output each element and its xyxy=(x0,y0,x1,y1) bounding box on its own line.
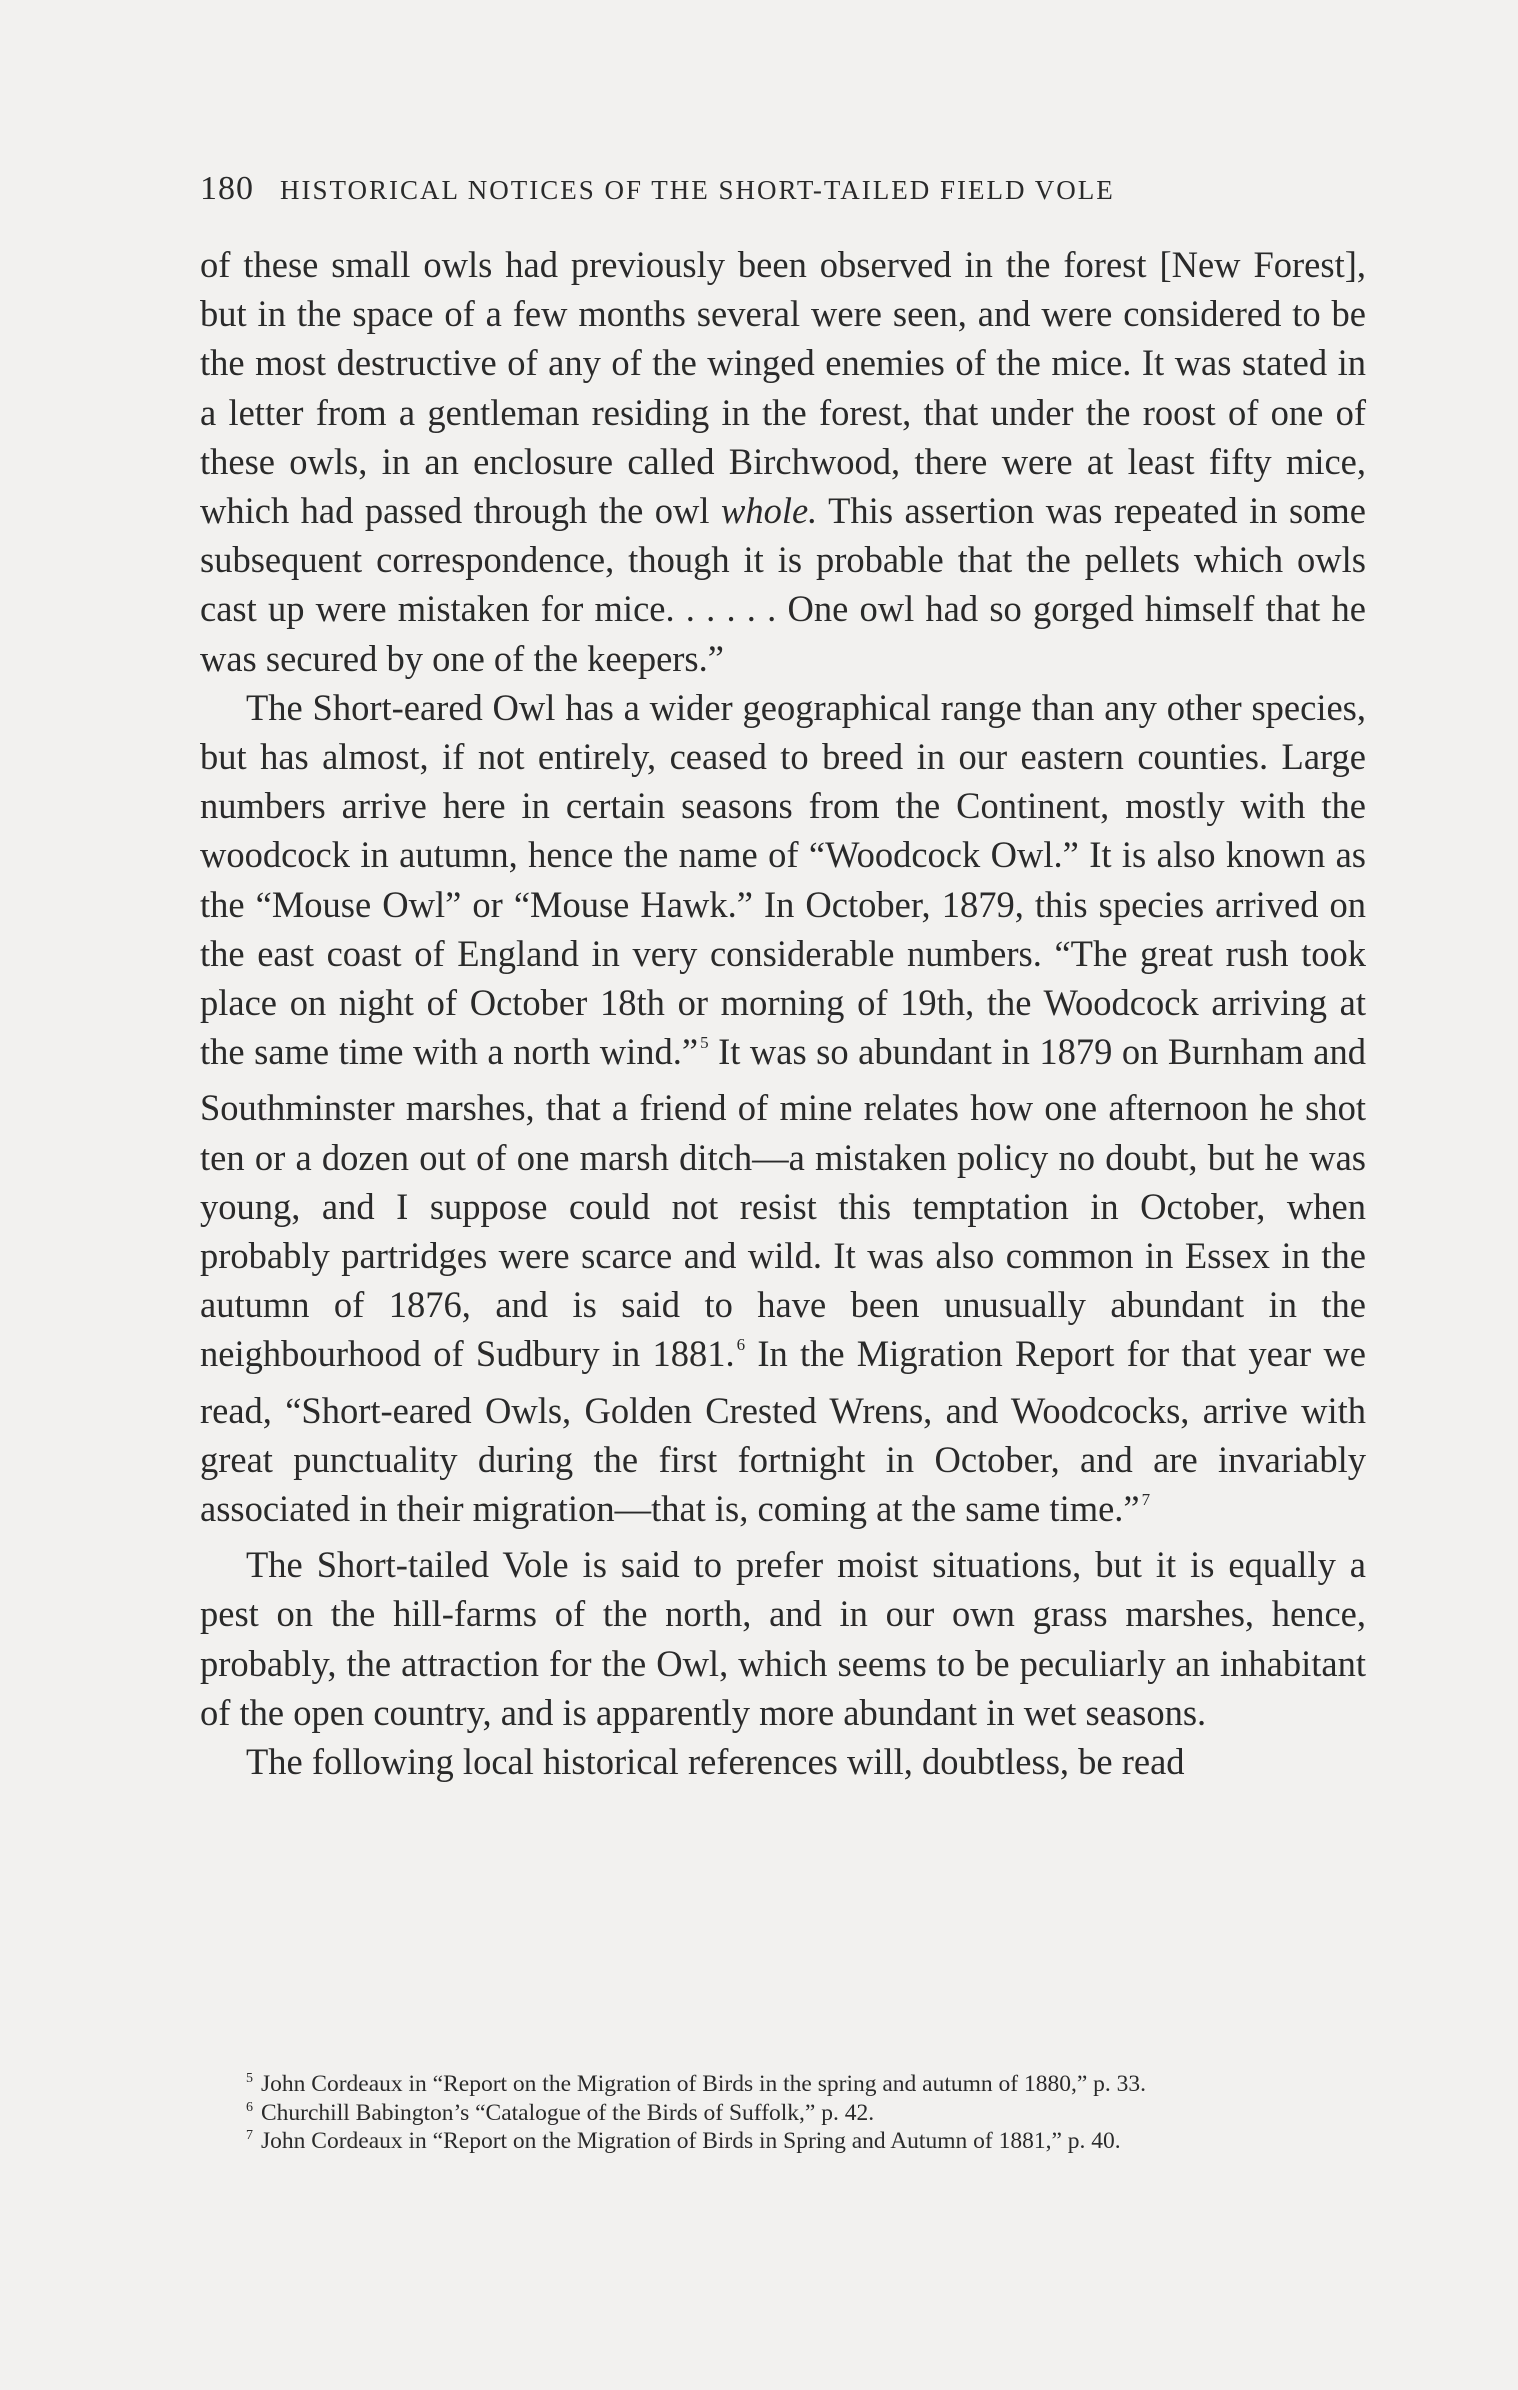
paragraph-3: The Short-tailed Vole is said to prefer moist situations, but it is equally a pest on the hill-farms of the north, and in our own grass marshes, hence, probably, the attraction for the Owl, which seems to be peculiarly an inhabitant of the open country, and is apparently more abundant in wet seasons. xyxy=(200,1544,1366,1733)
paragraph-2-text-a: The Short-eared Owl has a wider geographical range than any other species, but has almost, if not entirely, ceased to breed in our eastern counties. Large numbers arrive here in certain seasons from the Continent, mostly with the woodcock in autumn, hence the name of “Woodcock Owl.” It is also known as the “Mouse Owl” or “Mouse Hawk.” In October, 1879, this species arrived on the east coast of England in very considerable numbers. “The great rush took place on night of October 18th or morning of 19th, the Woodcock arriving at the same time with a north wind.” xyxy=(200,686,1366,1073)
footnote-6 xyxy=(200,2101,1366,2130)
footnotes xyxy=(200,2072,1366,2158)
footnote-ref-6: 6 xyxy=(736,1335,746,1355)
paragraph-2-text-c: In the Migration Report for that year we read, “Short-eared Owls, Golden Crested Wrens, and Woodcocks, arrive with great punctuality during the first fortnight in October, and are invariably associated in their migration—that is, coming at the same time.” xyxy=(200,1333,1366,1530)
paragraph-1-italic: whole. xyxy=(721,490,818,532)
footnote-ref-5: 5 xyxy=(700,1033,709,1053)
footnote-5 xyxy=(200,2072,1366,2101)
paragraph-1 xyxy=(200,240,1366,683)
footnote-6-mark: 6 xyxy=(246,2099,253,2115)
footnote-ref-7: 7 xyxy=(1141,1490,1151,1510)
footnote-6-text: Churchill Babington’s “Catalogue of the Birds of Suffolk,” p. 42. xyxy=(261,2099,875,2126)
footnote-7 xyxy=(200,2129,1366,2158)
footnote-5-mark: 5 xyxy=(246,2071,253,2086)
running-header xyxy=(200,170,1366,208)
paragraph-1-text-a: of these small owls had previously been observed in the forest [New Forest], but in the space of a few months several were seen, and were considered to be the most destructive of any of the winged enemies of the mice. It was stated in a letter from a gentleman residing in the forest, that under the roost of one of these owls, in an enclosure called Birchwood, there were at least fifty mice, which had passed through the owl xyxy=(200,244,1366,532)
footnote-5-text: John Cordeaux in “Report on the Migration of Birds in the spring and autumn of 1880,” p. 33. xyxy=(261,2071,1147,2097)
footnote-7-text: John Cordeaux in “Report on the Migration of Birds in Spring and Autumn of 1881,” p. 40. xyxy=(261,2128,1121,2154)
body-text xyxy=(200,240,1366,1786)
footnote-7-mark: 7 xyxy=(246,2128,253,2143)
page-number: 180 xyxy=(200,170,254,207)
paragraph-2-text-b: It was so abundant in 1879 on Burnham and Southminster marshes, that a friend of mine relates how one afternoon he shot ten or a dozen out of one marsh ditch—a mistaken policy no doubt, but he was young, and I suppose could not resist this temptation in October, when probably partridges were scarce and wild. It was also common in Essex in the autumn of 1876, and is said to have been unusually abundant in the neighbourhood of Sudbury in 1881. xyxy=(200,1031,1366,1375)
running-title: HISTORICAL NOTICES OF THE SHORT-TAILED FIELD VOLE xyxy=(280,175,1115,205)
paragraph-1-text-b: This assertion was repeated in some subsequent correspondence, though it is probable that the pellets which owls cast up were mistaken for mice. . . . . . One owl had so gorged himself that he was secured by one of the keepers.” xyxy=(200,490,1366,679)
paragraph-4: The following local historical references will, doubtless, be read xyxy=(246,1741,1185,1783)
paragraph-2 xyxy=(200,683,1366,1540)
